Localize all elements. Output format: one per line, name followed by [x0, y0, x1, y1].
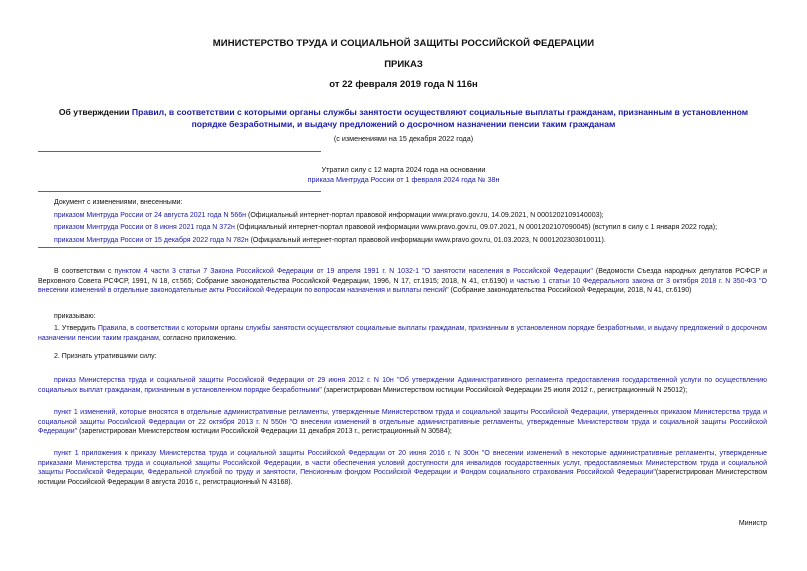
- amendment-note: (с изменениями на 15 декабря 2022 года): [333, 134, 474, 143]
- repealed-item: [38, 449, 767, 487]
- lost-force-link[interactable]: приказа Минтруда России от 1 февраля 2024 года № 38н: [307, 175, 500, 184]
- preamble-text: (Собрание законодательства Российской Федерации, 2018, N 41, ст.6190): [448, 287, 692, 295]
- divider: [38, 191, 321, 192]
- change-text: (Официальный интернет-портал правовой информации www.pravo.gov.ru, 01.03.2023, N 0001202303010011).: [248, 236, 606, 244]
- divider: [38, 151, 321, 152]
- preamble-text: (Ведомости Съезда народных депутатов РСФСР и Верховного Совета РСФСР, 1991, N 18, ст.565; Собрание законодательства Российской Федерации, 1996, N 17, ст.1915; 2018, N 41, ст.6190): [38, 268, 767, 285]
- changes-intro: Документ с изменениями, внесенными:: [54, 199, 183, 206]
- divider: [38, 247, 321, 248]
- repealed-item: [38, 408, 767, 437]
- change-item: [54, 236, 794, 246]
- preamble-link-law[interactable]: пунктом 4 части 3 статьи 7 Закона Российской Федерации от 19 апреля 1991 г. N 1032-1 "О занятости населения в Российской Федерации": [114, 268, 593, 275]
- item-2-heading: 2. Признать утратившими силу:: [54, 353, 157, 360]
- repealed-text: (зарегистрирован Министерством юстиции Российской Федерации 8 августа 2016 г., регистрационный N 43168).: [38, 469, 768, 486]
- title-link[interactable]: Правил, в соответствии с которыми органы службы занятости осуществляют социальные выплаты гражданам, признанным в установленном: [131, 107, 749, 117]
- preamble-link-fz[interactable]: и частью 1 статьи 10 Федерального закона от 3 октября 2018 г. N 350-ФЗ "О внесении изменений в отдельные законодательные акты Российской Федерации по вопросам назначения и выплаты пенсий": [38, 277, 767, 295]
- repealed-link[interactable]: пункт 1 приложения к приказу Министерства труда и социальной защиты Российской Федерации от 20 июня 2016 г. N 300н "О внесении изменений в некоторые административные регламенты, утвержденные приказами Министерства труда и социальной защиты Российской Федерации, в части обеспечения условий доступности для инвалидов государственных услуг, предоставляемых Министерством труда и социальной защиты Российской Федерации, Федеральной службой по труду и занятости, Пенсионным фондом Российской Федерации и Фондом социального страхования Российской Федерации": [38, 450, 767, 477]
- signature-label: Министр: [738, 520, 767, 527]
- change-link[interactable]: приказом Минтруда России от 15 декабря 2022 года N 782н: [54, 236, 249, 244]
- preamble-paragraph: [38, 267, 767, 296]
- item-1-text: 1. Утвердить: [54, 325, 98, 332]
- repealed-text: (зарегистрирован Министерством юстиции Российской Федерации 11 декабря 2013 г., регистрационный N 30584);: [77, 428, 452, 436]
- title-link-cont[interactable]: порядке безработными, и выдачу предложений о досрочном назначении пенсии таким гражданам: [191, 119, 616, 129]
- order-word: приказываю:: [54, 313, 96, 320]
- repealed-link[interactable]: пункт 1 изменений, которые вносятся в отдельные административные регламенты, утвержденные Министерством труда и социальной защиты Российской Федерации, утвержденных приказом Министерства труда и социальной защиты Российской Федерации от 22 октября 2013 г. N 550н "О внесении изменений в отдельные административные регламенты, утвержденные Министерством труда и социальной защиты Российской Федерации": [38, 409, 767, 436]
- change-item: [54, 223, 794, 233]
- lost-force-line: Утратил силу с 12 марта 2024 года на основании: [321, 165, 486, 174]
- repealed-link[interactable]: приказ Министерства труда и социальной защиты Российской Федерации от 29 июня 2012 г. N 10н "Об утверждении Административного регламента предоставления государственной услуги по осуществлению социальных выплат гражданам, признанным в установленном порядке безработными": [38, 377, 767, 394]
- title-prefix: Об утверждении: [58, 107, 132, 117]
- change-text: (Официальный интернет-портал правовой информации www.pravo.gov.ru, 14.09.2021, N 0001202109140003);: [246, 211, 604, 219]
- doc-date-heading: от 22 февраля 2019 года N 116н: [329, 79, 478, 90]
- changes-block: [54, 198, 794, 245]
- change-text: (Официальный интернет-портал правовой информации www.pravo.gov.ru, 09.07.2021, N 0001202107090045) (вступил в силу с 1 января 2022 года);: [234, 224, 718, 231]
- item-1-text: , согласно приложению.: [158, 334, 237, 342]
- change-link[interactable]: приказом Минтруда России от 24 августа 2021 года N 566н: [54, 211, 247, 219]
- doc-title: [0, 106, 807, 130]
- item-1-paragraph: [38, 324, 767, 343]
- change-link[interactable]: приказом Минтруда России от 8 июня 2021 года N 372н: [54, 224, 235, 231]
- ministry-heading: МИНИСТЕРСТВО ТРУДА И СОЦИАЛЬНОЙ ЗАЩИТЫ РОССИЙСКОЙ ФЕДЕРАЦИИ: [212, 38, 595, 49]
- repealed-item: [38, 376, 767, 395]
- doc-type-heading: ПРИКАЗ: [384, 59, 423, 70]
- preamble-text: В соответствии с: [54, 268, 115, 275]
- repealed-text: (зарегистрирован Министерством юстиции Российской Федерации 25 июля 2012 г., регистрационный N 25012);: [321, 386, 688, 394]
- item-1-rules-link[interactable]: Правила, в соответствии с которыми органы службы занятости осуществляют социальные выплаты гражданам, признанным в установленном порядке безработными, и выдачу предложений о досрочном назначении пенсии таким гражданам: [38, 325, 767, 342]
- change-item: [54, 211, 794, 221]
